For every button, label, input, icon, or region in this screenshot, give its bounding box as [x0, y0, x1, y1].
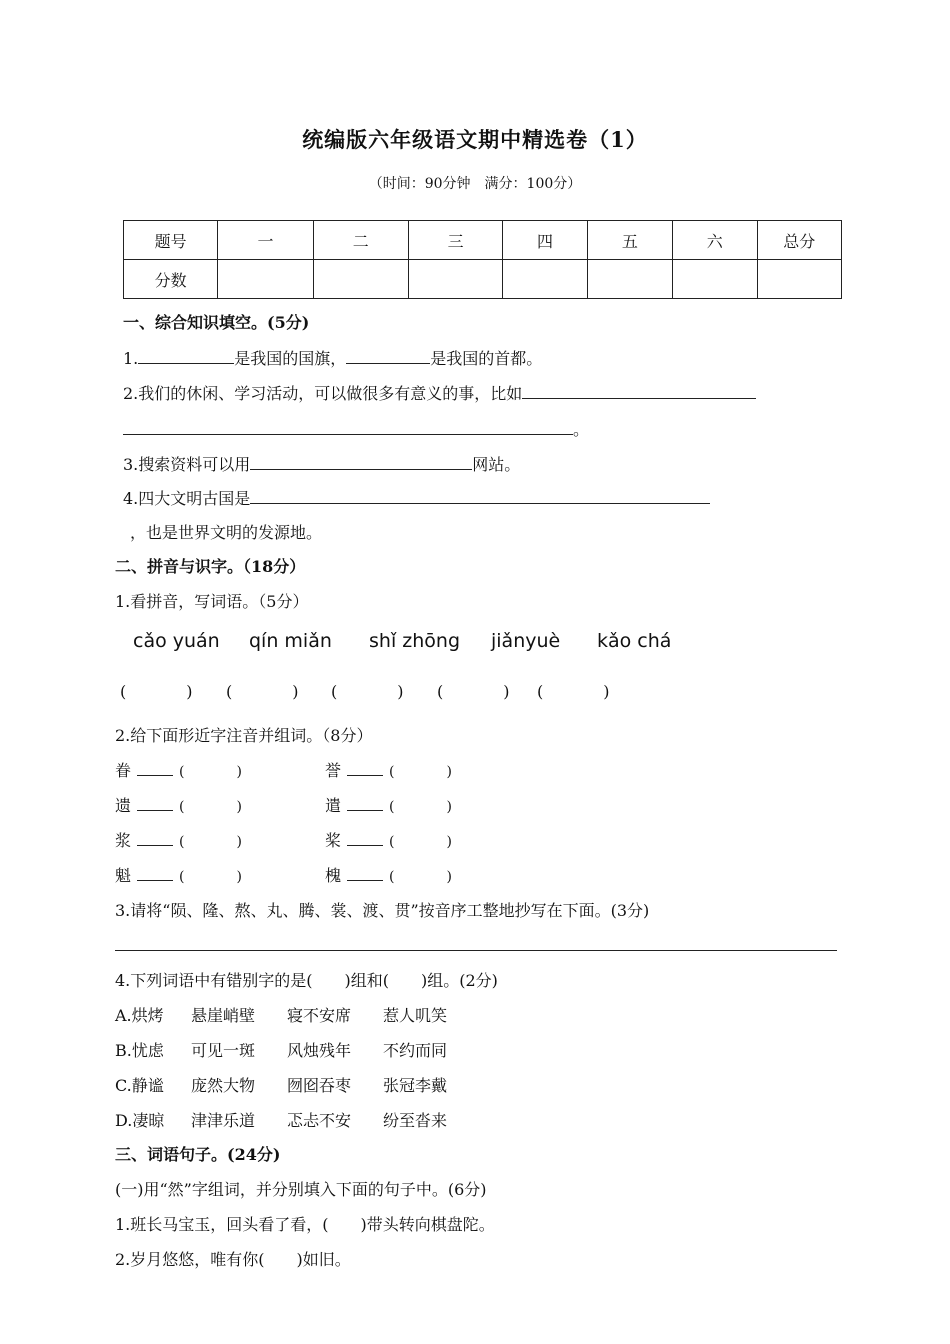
pinyin-blank[interactable]	[137, 829, 173, 846]
char-pair-row: 桨 ( )	[325, 831, 452, 850]
s1-q3	[123, 451, 520, 475]
score-input-cell[interactable]	[587, 260, 672, 299]
answer-paren[interactable]: ( )	[226, 682, 299, 701]
char-right: 誉	[325, 761, 342, 780]
answer-blank[interactable]	[346, 345, 430, 364]
option-row	[115, 1073, 447, 1096]
s2-q4-title: 4.下列词语中有错别字的是( )组和( )组。(2分)	[115, 971, 498, 990]
answer-blank[interactable]	[138, 345, 234, 364]
char-left: 遗	[115, 796, 132, 815]
option-word: 庞然大物	[191, 1076, 256, 1095]
q1-text-end: 是我国的首都。	[430, 349, 543, 368]
s3-line2: 2.岁月悠悠，唯有你( )如旧。	[115, 1250, 351, 1269]
option-word: 不约而同	[383, 1041, 448, 1060]
score-table-score-row	[124, 260, 842, 299]
score-table	[123, 220, 842, 299]
score-input-cell[interactable]	[673, 260, 757, 299]
table-cell: 四	[503, 221, 587, 260]
pinyin-blank[interactable]	[347, 794, 383, 811]
s2-q1-title: 1.看拼音，写词语。（5分）	[115, 592, 309, 611]
q2-end: 。	[573, 420, 590, 439]
q2-text: 2.我们的休闲、学习活动，可以做很多有意义的事，比如	[123, 384, 523, 403]
q1-number: 1.	[123, 349, 139, 368]
option-word: 忑忐不安	[287, 1111, 352, 1130]
q4-text: 4.四大文明古国是	[123, 489, 251, 508]
option-word: D.凄晾	[115, 1111, 165, 1130]
score-input-cell[interactable]	[503, 260, 587, 299]
section-3-heading: 三、词语句子。(24分)	[115, 1145, 281, 1164]
s1-q4	[123, 485, 710, 509]
pinyin-item: kǎo chá	[597, 630, 672, 652]
option-word: A.烘烤	[115, 1006, 164, 1025]
option-word: B.忧虑	[115, 1041, 164, 1060]
char-left: 眷	[115, 761, 132, 780]
table-cell: 五	[587, 221, 672, 260]
option-word: 寝不安席	[287, 1006, 352, 1025]
pinyin-item: jiǎnyuè	[491, 630, 561, 652]
answer-paren[interactable]: ( )	[331, 682, 404, 701]
pinyin-blank[interactable]	[347, 759, 383, 776]
pinyin-item: qín miǎn	[249, 630, 332, 652]
pinyin-item: cǎo yuán	[133, 630, 220, 652]
s1-q1	[123, 345, 542, 369]
answer-blank[interactable]	[123, 416, 573, 435]
s1-q4-cont: ，也是世界文明的发源地。	[130, 523, 323, 542]
pinyin-blank[interactable]	[137, 864, 173, 881]
char-right: 遣	[325, 796, 342, 815]
score-input-cell[interactable]	[757, 260, 842, 299]
s3-sub1: (一)用“然”字组词，并分别填入下面的句子中。(6分)	[115, 1180, 487, 1199]
option-word: 惹人叽笑	[383, 1006, 448, 1025]
score-input-cell[interactable]	[408, 260, 502, 299]
s1-q2	[123, 380, 756, 404]
pinyin-blank[interactable]	[347, 829, 383, 846]
s2-q3-title: 3.请将“陨、隆、熬、丸、腾、裳、渡、贯”按音序工整地抄写在下面。(3分)	[115, 901, 650, 920]
table-cell: 一	[218, 221, 313, 260]
section-1-heading: 一、综合知识填空。(5分)	[123, 313, 310, 332]
q3-text: 3.搜索资料可以用	[123, 455, 251, 474]
char-left: 浆	[115, 831, 132, 850]
answer-paren[interactable]: ( )	[120, 682, 193, 701]
answer-blank[interactable]	[522, 380, 756, 399]
char-pair-row: 遣 ( )	[325, 796, 452, 815]
char-pair-row: 遗 ( )	[115, 796, 242, 815]
table-cell: 三	[408, 221, 502, 260]
answer-line[interactable]	[115, 950, 837, 951]
option-word: 纷至沓来	[383, 1111, 448, 1130]
char-pair-row: 眷 ( )	[115, 761, 242, 780]
option-row	[115, 1108, 447, 1131]
option-word: 风烛残年	[287, 1041, 352, 1060]
answer-paren[interactable]: ( )	[537, 682, 610, 701]
table-cell: 总分	[757, 221, 842, 260]
page-title: 统编版六年级语文期中精选卷（1）	[302, 127, 648, 152]
option-row	[115, 1003, 447, 1026]
char-pair-row: 魁 ( )	[115, 866, 242, 885]
option-word: 津津乐道	[191, 1111, 256, 1130]
pinyin-blank[interactable]	[137, 759, 173, 776]
char-pair-row: 誉 ( )	[325, 761, 452, 780]
s2-q2-title: 2.给下面形近字注音并组词。（8分）	[115, 726, 373, 745]
option-word: 悬崖峭壁	[191, 1006, 256, 1025]
score-input-cell[interactable]	[218, 260, 313, 299]
table-cell: 六	[673, 221, 757, 260]
option-word: 张冠李戴	[383, 1076, 448, 1095]
answer-blank[interactable]	[250, 485, 710, 504]
char-left: 魁	[115, 866, 132, 885]
char-right: 槐	[325, 866, 342, 885]
answer-blank[interactable]	[250, 451, 472, 470]
s3-line1: 1.班长马宝玉，回头看了看，( )带头转向棋盘陀。	[115, 1215, 495, 1234]
score-input-cell[interactable]	[313, 260, 408, 299]
table-cell: 二	[313, 221, 408, 260]
section-2-heading: 二、拼音与识字。（18分）	[115, 557, 306, 576]
char-pair-row: 槐 ( )	[325, 866, 452, 885]
pinyin-blank[interactable]	[347, 864, 383, 881]
option-word: 可见一斑	[191, 1041, 256, 1060]
q3-end: 网站。	[472, 455, 521, 474]
q1-text: 是我国的国旗，	[234, 349, 347, 368]
pinyin-item: shǐ zhōng	[369, 630, 461, 652]
s1-q2-cont	[123, 416, 589, 440]
answer-paren[interactable]: ( )	[437, 682, 510, 701]
pinyin-blank[interactable]	[137, 794, 173, 811]
score-table-header-row	[124, 221, 842, 260]
option-word: C.静谧	[115, 1076, 164, 1095]
char-pair-row: 浆 ( )	[115, 831, 242, 850]
option-row	[115, 1038, 447, 1061]
char-right: 桨	[325, 831, 342, 850]
option-word: 囫囵吞枣	[287, 1076, 352, 1095]
table-cell: 分数	[124, 260, 218, 299]
exam-subtitle: （时间：90分钟 满分：100分）	[368, 176, 582, 192]
table-cell: 题号	[124, 221, 218, 260]
